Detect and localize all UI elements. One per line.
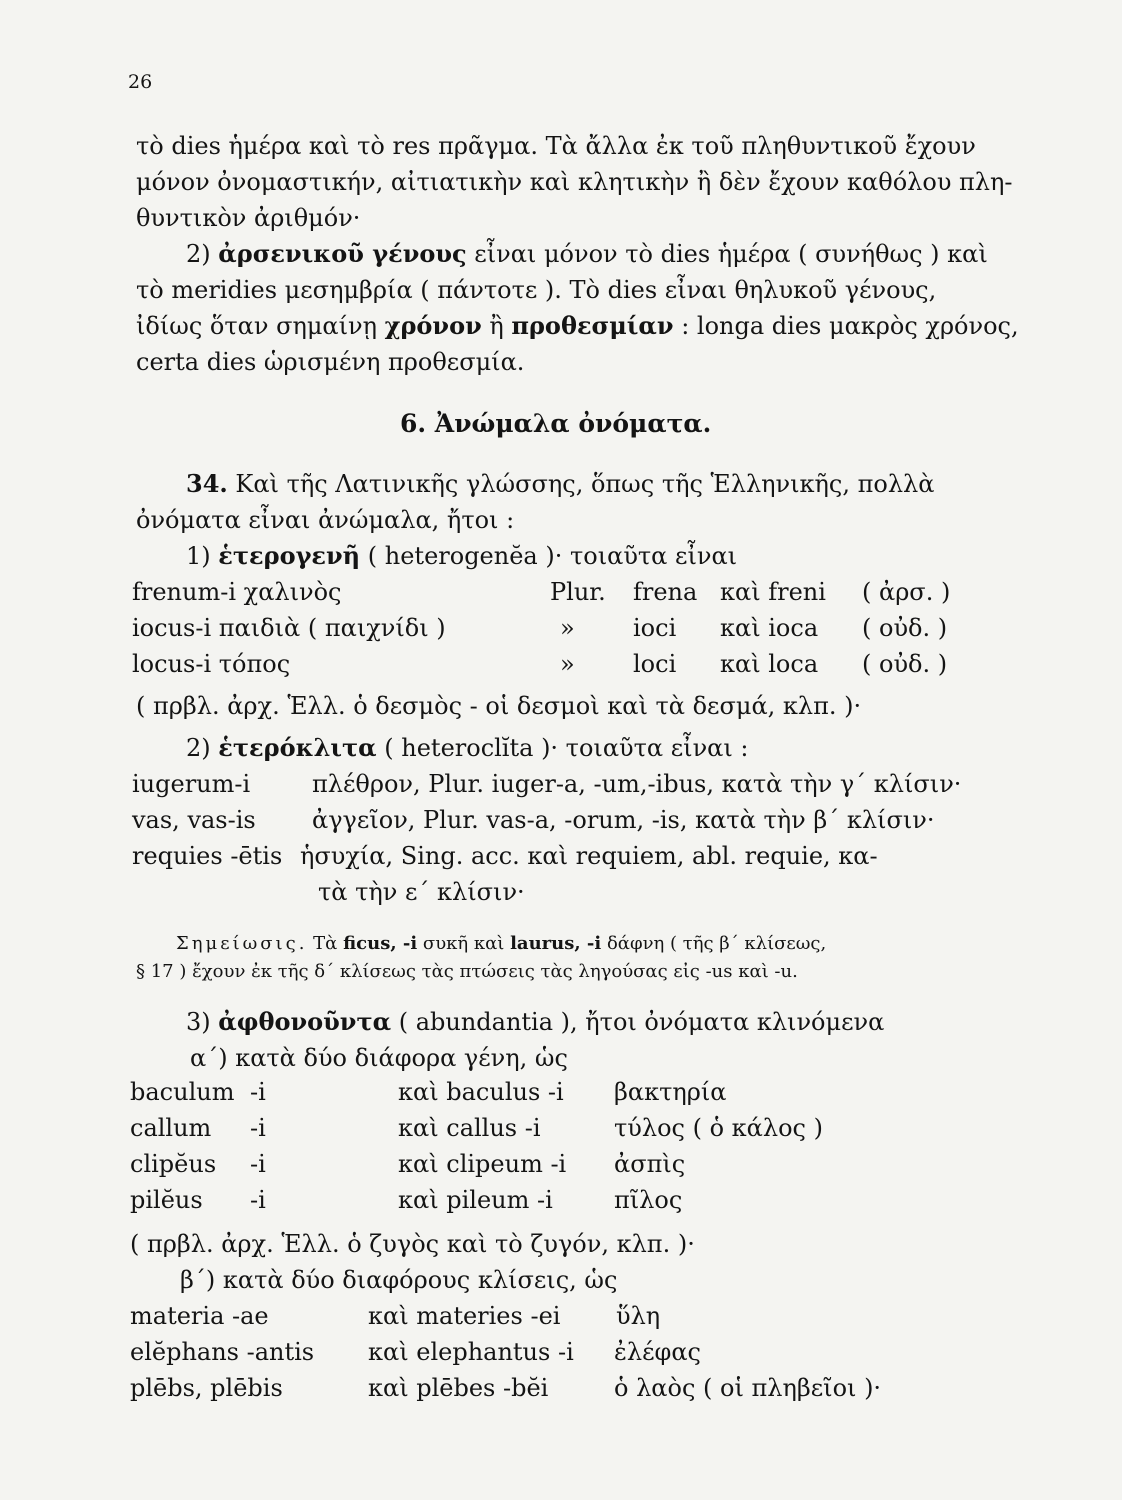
- para2-line3-e: : longa dies μακρὸς χρόνος,: [681, 312, 1019, 340]
- sub2-desc: ἀγγεῖον, Plur. vas-a, -orum, -is, κατὰ τὴν β΄ κλίσιν·: [312, 806, 935, 834]
- para34-line2: ὀνόματα εἶναι ἀνώμαλα, ἤτοι :: [136, 506, 515, 534]
- note-line1: [176, 931, 826, 957]
- sub3-a-meaning: βακτηρία: [614, 1078, 727, 1106]
- sub1-form-b: καὶ ioca: [720, 614, 819, 642]
- sub3-rest: ( abundantia ), ἤτοι ὀνόματα κλινόμενα: [398, 1008, 885, 1036]
- sub2-desc: ἡσυχία, Sing. acc. καὶ requiem, abl. requie, κα-: [300, 842, 878, 870]
- sub1-plur: »: [560, 650, 575, 678]
- sub1-plur: Plur.: [550, 578, 606, 606]
- sub2-number: 2): [186, 734, 211, 762]
- sub1-form-b: καὶ loca: [720, 650, 819, 678]
- note-term-laurus: laurus, -i: [510, 933, 602, 954]
- sub2-word: requies -ētis: [132, 842, 283, 870]
- section-title: 6. Ἀνώμαλα ὀνόματα.: [400, 409, 712, 438]
- note-line2: § 17 ) ἔχουν ἐκ τῆς δ΄ κλίσεως τὰς πτώσεις τὰς ληγούσας εἰς -us καὶ -u.: [136, 961, 798, 982]
- sub1-rest: ( heterogenĕa )· τοιαῦτα εἶναι: [367, 542, 738, 570]
- para2-term-prothesmian: προθεσμίαν: [511, 311, 674, 340]
- sub3-b-word: plēbs, plēbis: [130, 1374, 283, 1402]
- para1-line3: θυντικὸν ἀριθμόν·: [136, 204, 361, 232]
- sub3-a-word: pilĕus: [130, 1186, 203, 1214]
- para2-line2: τὸ meridies μεσημβρία ( πάντοτε ). Τὸ dies εἶναι θηλυκοῦ γένους,: [136, 276, 937, 304]
- para34-line1-rest: Καὶ τῆς Λατινικῆς γλώσσης, ὅπως τῆς Ἑλληνικῆς, πολλὰ: [235, 470, 935, 498]
- para2-term-chronon: χρόνον: [384, 311, 482, 340]
- sub1-form-a: ioci: [633, 614, 677, 642]
- note-text-c: συκῆ καὶ: [422, 933, 505, 954]
- sub1-number: 1): [186, 542, 211, 570]
- sub1-word: frenum-i χαλινὸς: [132, 578, 342, 606]
- sub3-b-label: β΄) κατὰ δύο διαφόρους κλίσεις, ὡς: [180, 1266, 618, 1294]
- sub3-compare: ( πρβλ. ἀρχ. Ἑλλ. ὁ ζυγὸς καὶ τὸ ζυγόν, κλπ. )·: [130, 1230, 695, 1258]
- sub2-term: ἑτερόκλιτα: [218, 733, 377, 762]
- para2-line1: [186, 238, 988, 270]
- sub1-gender: ( οὐδ. ): [862, 614, 948, 642]
- sub3-a-meaning: τύλος ( ὁ κάλος ): [614, 1114, 823, 1142]
- para1-line2: μόνον ὀνομαστικήν, αἰτιατικὴν καὶ κλητικὴν ἢ δὲν ἔχουν καθόλου πλη-: [136, 168, 1013, 196]
- sub3-term: ἀφθονοῦντα: [218, 1007, 392, 1036]
- para2-line3: [136, 310, 1019, 342]
- sub3-b-alt: καὶ elephantus -i: [368, 1338, 574, 1366]
- note-text-e: δάφνη ( τῆς β΄ κλίσεως,: [606, 933, 827, 954]
- sub3-a-alt: καὶ pileum -i: [398, 1186, 553, 1214]
- sub3-a-word: callum: [130, 1114, 212, 1142]
- sub1-compare: ( πρβλ. ἀρχ. Ἑλλ. ὁ δεσμὸς - οἱ δεσμοὶ καὶ τὰ δεσμά, κλπ. )·: [136, 692, 862, 720]
- sub3-a-word: baculum: [130, 1078, 235, 1106]
- sub3-a-label: α΄) κατὰ δύο διάφορα γένη, ὡς: [190, 1044, 568, 1072]
- sub2-continuation: τὰ τὴν ε΄ κλίσιν·: [318, 878, 525, 906]
- note-term-ficus: ficus, -i: [343, 933, 418, 954]
- sub1-gender: ( οὐδ. ): [862, 650, 948, 678]
- sub2-rest: ( heteroclĭta )· τοιαῦτα εἶναι :: [384, 734, 749, 762]
- sub2-word: iugerum-i: [132, 770, 251, 798]
- sub3-a-word: clipĕus: [130, 1150, 217, 1178]
- sub3-number: 3): [186, 1008, 211, 1036]
- para2-line4: certa dies ὡρισμένη προθεσμία.: [136, 348, 525, 376]
- sub1-gender: ( ἀρσ. ): [862, 578, 951, 606]
- sub3-b-alt: καὶ materies -ei: [368, 1302, 561, 1330]
- para2-line3-c: ἢ: [489, 312, 504, 340]
- sub3-a-gen: -i: [250, 1078, 266, 1106]
- sub3-a-gen: -i: [250, 1186, 266, 1214]
- para1-line1: τὸ dies ἡμέρα καὶ τὸ res πρᾶγμα. Τὰ ἄλλα ἐκ τοῦ πληθυντικοῦ ἔχουν: [136, 132, 976, 160]
- sub3-b-meaning: ὁ λαὸς ( οἱ πληβεῖοι )·: [614, 1374, 882, 1402]
- sub1-word: iocus-i παιδιὰ ( παιχνίδι ): [132, 614, 446, 642]
- sub1-plur: »: [560, 614, 575, 642]
- sub2-desc: πλέθρον, Plur. iuger-a, -um,-ibus, κατὰ τὴν γ΄ κλίσιν·: [312, 770, 962, 798]
- sub1-form-a: loci: [633, 650, 677, 678]
- sub1-form-a: frena: [633, 578, 698, 606]
- note-text-a: Τὰ: [313, 933, 338, 954]
- sub1-form-b: καὶ freni: [720, 578, 826, 606]
- sub3-b-alt: καὶ plēbes -bĕi: [368, 1374, 549, 1402]
- sub3-a-alt: καὶ baculus -i: [398, 1078, 564, 1106]
- sub3-heading: [186, 1006, 884, 1038]
- para34-number: 34.: [186, 469, 228, 498]
- para34-line1: [186, 468, 934, 500]
- sub3-b-word: materia -ae: [130, 1302, 269, 1330]
- sub3-a-alt: καὶ clipeum -i: [398, 1150, 567, 1178]
- sub2-word: vas, vas-is: [132, 806, 256, 834]
- sub2-heading: [186, 732, 749, 764]
- sub1-heading: [186, 540, 737, 572]
- sub3-b-meaning: ὕλη: [616, 1302, 661, 1330]
- para2-line1-rest: εἶναι μόνον τὸ dies ἡμέρα ( συνήθως ) καὶ: [474, 240, 988, 268]
- sub3-b-word: elĕphans -antis: [130, 1338, 315, 1366]
- para2-line3-a: ἰδίως ὅταν σημαίνῃ: [136, 312, 378, 340]
- sub1-word: locus-i τόπος: [132, 650, 291, 678]
- sub3-a-meaning: πῖλος: [614, 1186, 683, 1214]
- sub3-a-alt: καὶ callus -i: [398, 1114, 541, 1142]
- sub3-a-meaning: ἀσπὶς: [614, 1150, 686, 1178]
- sub3-a-gen: -i: [250, 1114, 266, 1142]
- sub3-a-gen: -i: [250, 1150, 266, 1178]
- sub3-b-meaning: ἐλέφας: [614, 1338, 701, 1366]
- para2-number: 2): [186, 240, 211, 268]
- page-number: 26: [128, 71, 153, 93]
- note-label: Σημείωσις.: [176, 933, 308, 954]
- sub1-term: ἑτερογενῆ: [218, 541, 361, 570]
- para2-term: ἀρσενικοῦ γένους: [218, 239, 467, 268]
